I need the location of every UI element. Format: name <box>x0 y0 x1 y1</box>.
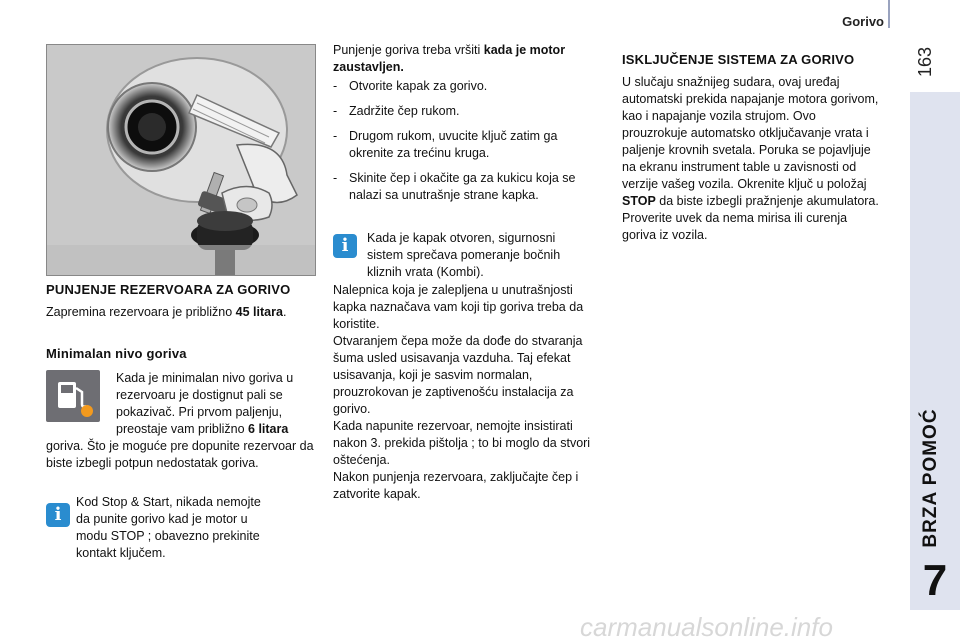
note-flap: Kada je kapak otvoren, sigurnosni sistem sprečava pomeranje bočnih kliznih vrata (Kombi). <box>367 231 561 279</box>
capacity-label: Zapremina rezervoara je približno <box>46 305 236 319</box>
section-title-fuel-cutoff: ISKLJUČENJE SISTEMA ZA GORIVO <box>622 52 855 67</box>
step-item: - Otvorite kapak za gorivo. <box>333 78 605 95</box>
header-title: Gorivo <box>842 14 884 29</box>
min-level-value: 6 litara <box>248 422 289 436</box>
note-stop-start: Kod Stop & Start, nikada nemojte da punite gorivo kad je motor u modu STOP ; obavezno prekinite kontakt ključem. <box>76 495 261 560</box>
steps-list-container <box>333 78 605 212</box>
step-item: - Drugom rukom, uvucite ključ zatim ga okrenite za trećinu kruga. <box>333 128 605 162</box>
low-fuel-warning-icon <box>46 370 100 422</box>
paragraph-noise: Otvaranjem čepa može da dođe do stvaranja šuma usled usisavanja vazduha. Taj efekat usisavanja, koji je sasvim normalan, prouzrokovan je zaptivenošću instalacija za gorivo. <box>333 334 583 416</box>
steps-list <box>333 78 605 204</box>
intro-bold: kada je motor zaustavljen. <box>333 43 566 74</box>
subsection-title-min-level: Minimalan nivo goriva <box>46 346 187 361</box>
info-icon: i <box>333 234 357 258</box>
fuel-cutoff-text-3: Proverite uvek da nema mirisa ili curenja goriva iz vozila. <box>622 211 848 242</box>
fuel-cutoff-text-2: da biste izbegli pražnjenje akumulatora. <box>655 194 879 208</box>
capacity-text <box>46 304 316 321</box>
info-icon: i <box>46 503 70 527</box>
intro-paragraph <box>333 42 603 76</box>
capacity-end: . <box>282 305 287 319</box>
fuel-pump-icon <box>46 370 100 422</box>
middle-paragraphs <box>333 282 605 503</box>
min-level-text-1: Kada je minimalan nivo goriva u rezervoaru je dostignut pali se pokazivač. Pri prvom paljenju, preostaje vam približno <box>116 371 294 436</box>
stop-label: STOP <box>622 194 656 208</box>
section-title-refueling: PUNJENJE REZERVOARA ZA GORIVO <box>46 282 291 297</box>
page-number: 163 <box>915 46 935 78</box>
capacity-value: 45 litara <box>235 305 283 319</box>
intro-text: Punjenje goriva treba vršiti <box>333 43 484 57</box>
warning-dot-icon <box>81 405 93 417</box>
paragraph-close: Nakon punjenja rezervoara, zaključajte čep i zatvorite kapak. <box>333 470 579 501</box>
fuel-cutoff-text <box>622 74 884 244</box>
min-level-paragraph-top <box>116 370 316 438</box>
chapter-label: BRZA POMOĆ <box>920 408 941 548</box>
watermark: carmanualsonline.info <box>580 612 833 642</box>
header-divider <box>888 0 890 28</box>
min-level-paragraph-bottom: goriva. Što je moguće pre dopunite rezervoar da biste izbegli potpun nedostatak goriva. <box>46 439 314 470</box>
chapter-number-box <box>910 610 960 640</box>
fuel-cap-photo <box>46 44 316 276</box>
paragraph-label: Nalepnica koja je zalepljena u unutrašnjosti kapka naznačava vam koji tip goriva treba da koristite. <box>333 283 584 331</box>
step-item: - Skinite čep i okačite ga za kukicu koja se nalazi sa unutrašnje strane kapka. <box>333 170 605 204</box>
fuel-cap-illustration <box>47 45 315 275</box>
paragraph-nozzle: Kada napunite rezervoar, nemojte insistirati nakon 3. prekida pištolja ; to bi moglo da stvori oštećenja. <box>333 419 591 467</box>
fuel-cutoff-text-1: U slučaju snažnijeg sudara, ovaj uređaj automatski prekida napajanje motora gorivom, kao i napajanje vozila strujom. Ovo prouzrokuje automatsko otključavanje vrata i paljenje krovnih svetala. Poruka se pojavljuje na ekranu instrument table u zavisnosti od verzije vašeg vozila. Okrenite ključ u položaj <box>622 75 879 191</box>
step-item: - Zadržite čep rukom. <box>333 103 605 120</box>
chapter-number: 7 <box>922 556 948 605</box>
